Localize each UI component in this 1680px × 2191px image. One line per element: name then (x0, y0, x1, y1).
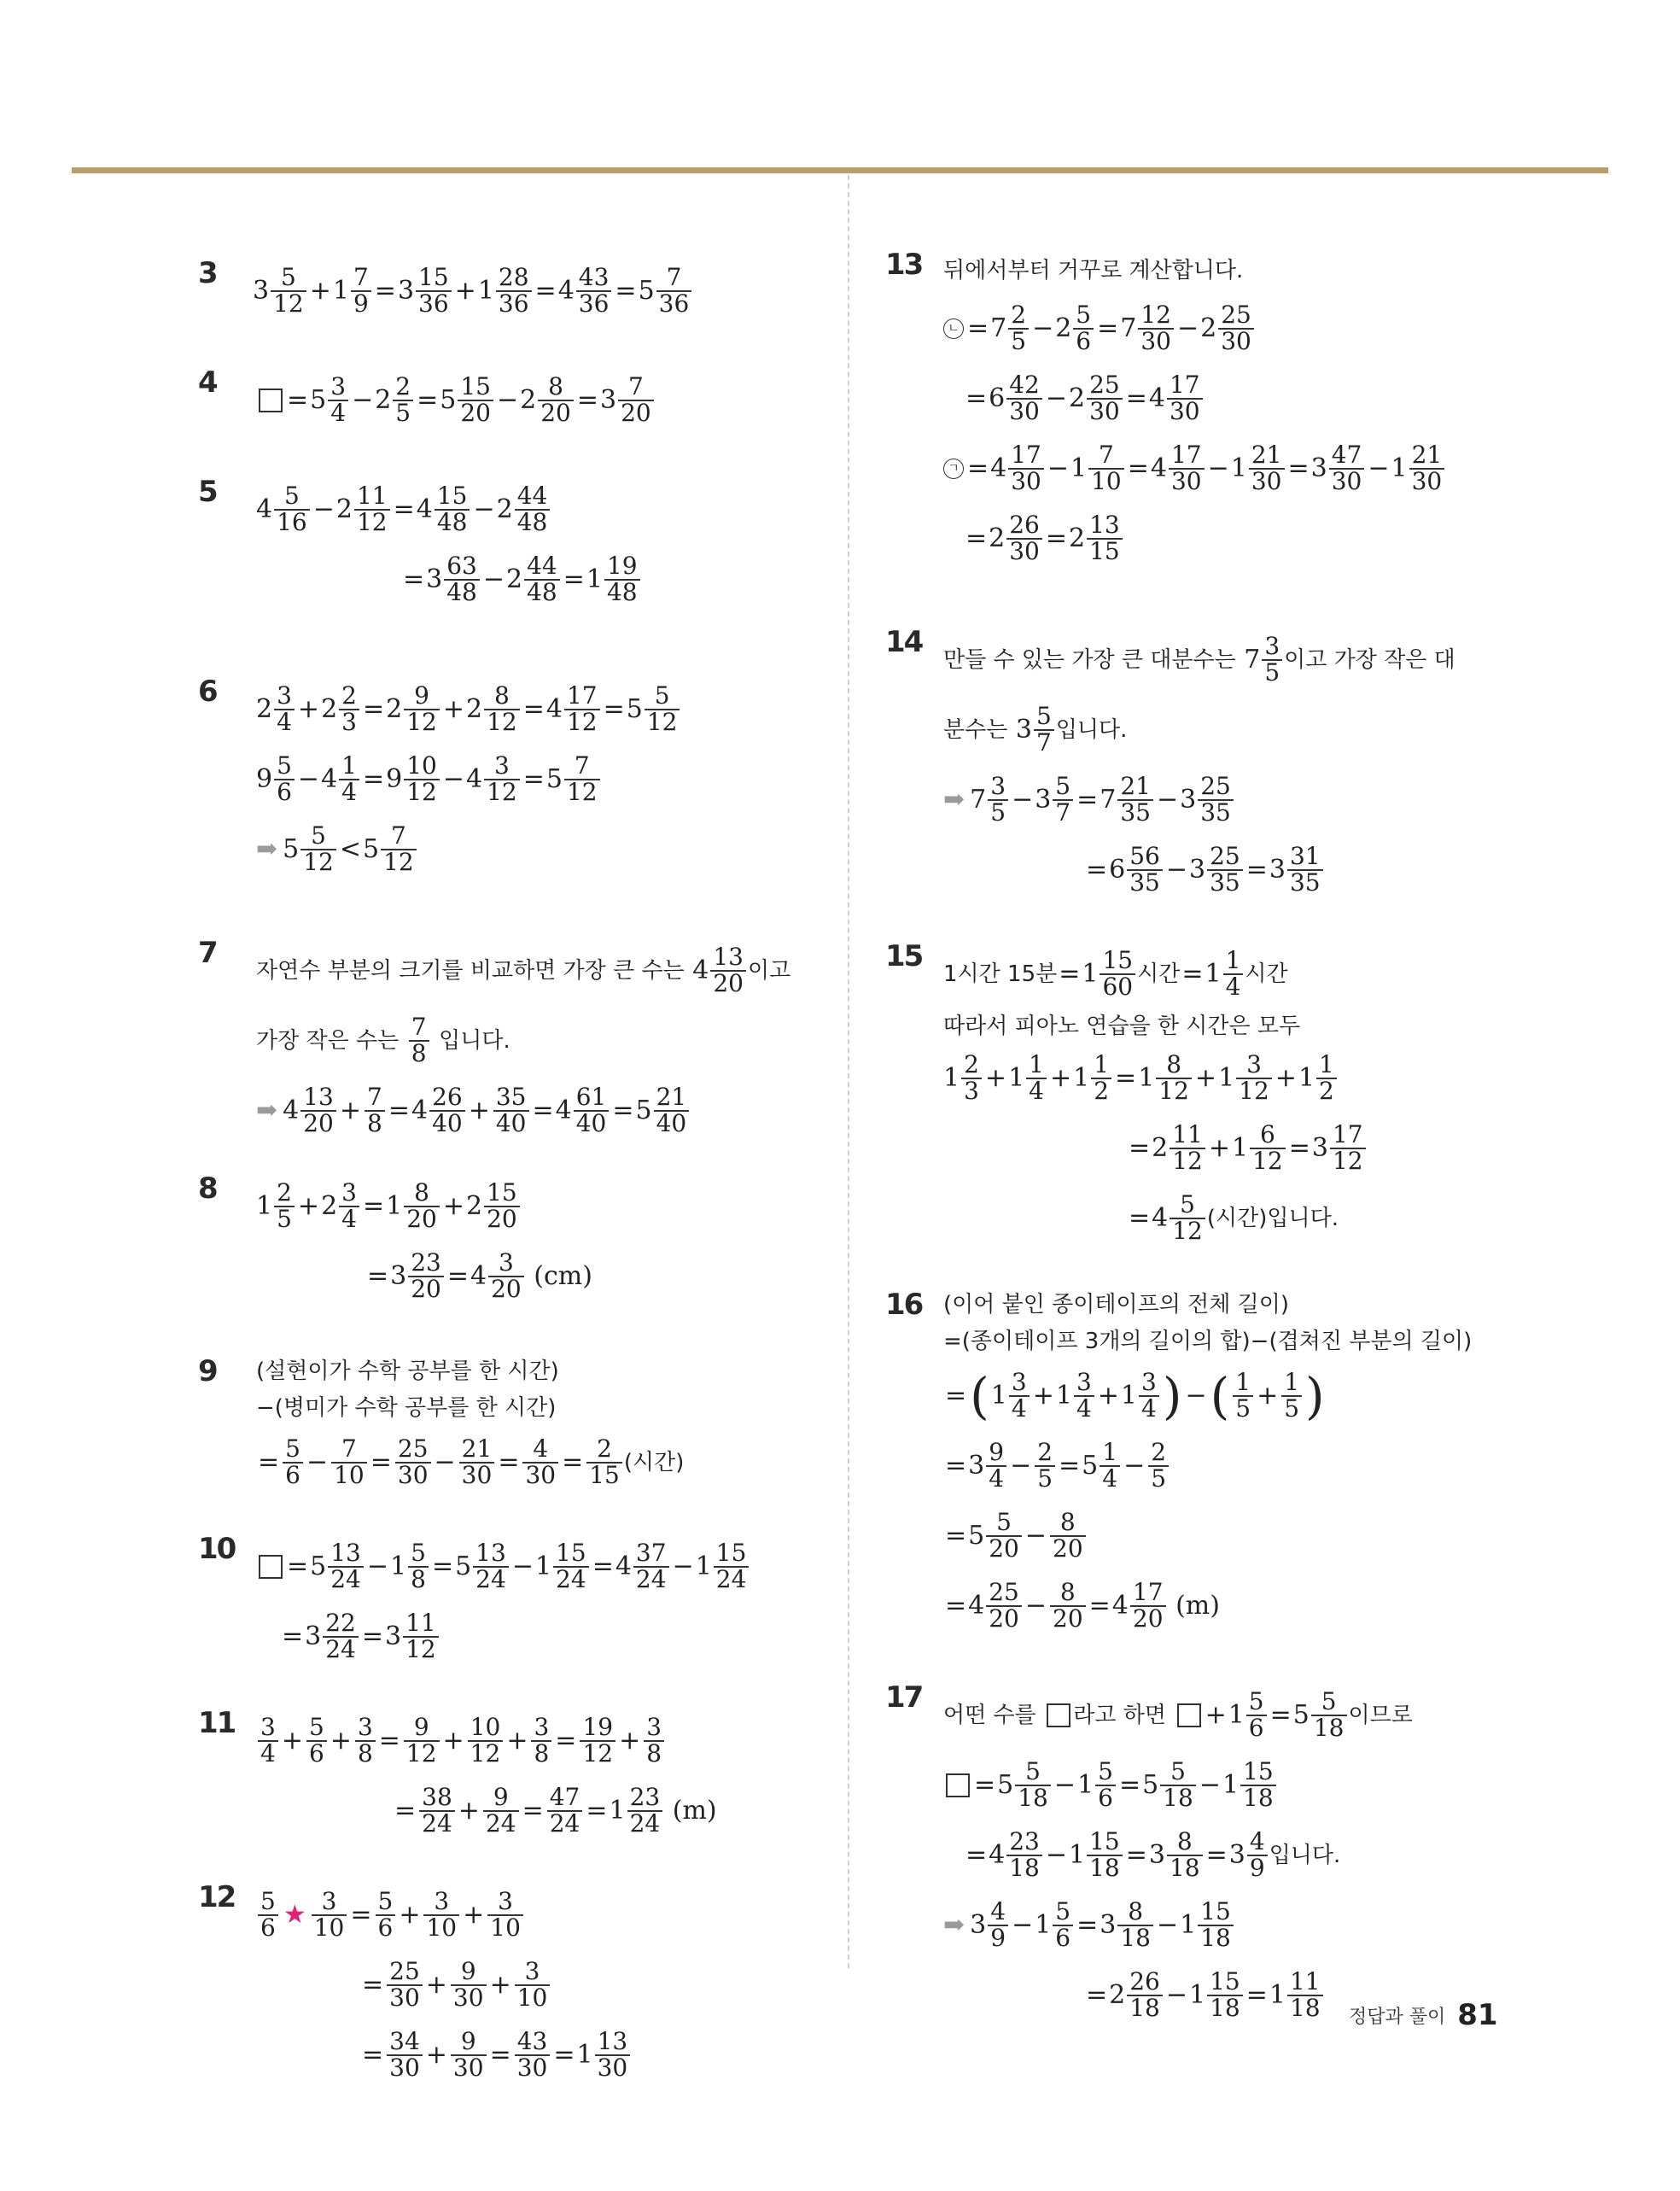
problem-13: 13 뒤에서부터 거꾸로 계산합니다. ㄴ = 7 $\frac{2}{5}$ − 2 $\frac{5}{6}$ = 7 $\frac{12}{30}$ − 2 $\frac{25}{30}$ = 6 $\frac{42}{30}$ − 2 $\frac{25}{30}$ = 4 $\frac{17}{30}$ ㄱ = 4 $\frac{17}{30}$ − 1 $\frac{7}{10}$ = 4 $\frac{17}{30}$ − 1 $\frac{21}{30}$ = 3 $\frac{47}{30}$ − 1 $\frac{21}{30}$ = 2 $\frac{26}{30}$ = 2 $\frac{13}{15}$ (892, 248, 1541, 574)
problem-number: 14 (885, 625, 923, 659)
page-footer (1349, 1998, 1498, 2032)
problem-12: 12 5 6 ★ $\frac{3}{10}$ = $\frac{5}{6}$ + $\frac{3}{10}$ + $\frac{3}{10}$ = $\frac{25}{30}$ + $\frac{9}{30}$ + $\frac{3}{10}$ = $\frac{34}{30}$ + $\frac{9}{30}$ = $\frac{43}{30}$ = 1 $\frac{13}{30}$ (205, 1880, 820, 2090)
left-column (198, 256, 820, 2090)
problem-11: 11 3 4 + $\frac{5}{6}$ + $\frac{3}{8}$ = $\frac{9}{12}$ + $\frac{10}{12}$ + $\frac{3}{8}$ = $\frac{19}{12}$ + $\frac{3}{8}$ = $\frac{38}{24}$ + $\frac{9}{24}$ = $\frac{47}{24}$ = 1 $\frac{23}{24}$ (m) (198, 1706, 717, 1838)
problem-number: 6 (198, 675, 217, 709)
problem-number: 9 (198, 1354, 217, 1388)
page-number: 81 (1457, 1998, 1498, 2032)
problem-number: 4 (198, 365, 217, 400)
problem-number: 3 (198, 256, 217, 290)
problem-number: 15 (885, 939, 923, 973)
problem-number: 11 (198, 1706, 236, 1740)
footer-label: 정답과 풀이 (1349, 2006, 1446, 2028)
star-icon: ★ (283, 1900, 306, 1930)
blank-box (946, 1773, 970, 1797)
problem-number: 16 (885, 1288, 923, 1322)
right-column (885, 248, 1541, 2030)
blank-box (1047, 1703, 1070, 1727)
problem-number: 13 (885, 248, 923, 282)
arrow-icon: ➡ (943, 785, 965, 815)
arrow-icon: ➡ (256, 1096, 278, 1125)
top-rule (72, 167, 1608, 173)
problem-6: 6 2 3 4 + 2 $\frac{2}{3}$ = 2 $\frac{9}{12}$ + 2 $\frac{8}{12}$ = 4 $\frac{17}{12}$ = 5 $\frac{5}{12}$ 9 5 6 − 4 $\frac{1}{4}$ = 9 $\frac{10}{12}$ − 4 $\frac{3}{12}$ = 5 $\frac{7}{12}$ ➡ 5 5 12 < 5 7 12 (205, 675, 820, 885)
problem-number: 12 (198, 1880, 236, 1914)
problem-7: 7 자연수 부분의 크기를 비교하면 가장 큰 수는 4 13 20 이고 가장 작은 수는 7 8 입니다. ➡ 4 13 20 + $\frac{7}{8}$ = 4 $\frac{26}{40}$ + $\frac{35}{40}$ = 4 $\frac{61}{40}$ = 5 $\frac{21}{40}$ (198, 936, 791, 1137)
blank-box (1177, 1703, 1201, 1727)
problem-16: 16 (이어 붙인 종이테이프의 전체 길이) =(종이테이프 3개의 길이의 합)−(겹쳐진 부분의 길이) = ( 1 3 4 + 1 $\frac{3}{4}$ + 1 $\frac{3}{4}$ ) − ( 1 5 + $\frac{1}{5}$ ) = 3 $\frac{9}{4}$ − $\frac{2}{5}$ = 5 $\frac{1}{4}$ − $\frac{2}{5}$ = 5 $\frac{5}{20}$ − $\frac{8}{20}$ = 4 $\frac{25}{20}$ − $\frac{8}{20}$ = 4 $\frac{17}{20}$ (m) (885, 1288, 1473, 1633)
column-divider (848, 175, 849, 1968)
problem-3: 3 3 5 12 + 1 $\frac{7}{9}$ = 3 $\frac{15}{36}$ + 1 $\frac{28}{36}$ = 4 $\frac{43}{36}$ = 5 $\frac{7}{36}$ (205, 256, 820, 326)
problem-17: 17 어떤 수를 라고 하면 + 1 $\frac{5}{6}$ = 5 $\frac{5}{18}$ 이므로 = 5 $\frac{5}{18}$ − 1 $\frac{5}{6}$ = 5 $\frac{5}{18}$ − 1 $\frac{15}{18}$ = 4 $\frac{23}{18}$ − 1 $\frac{15}{18}$ = 3 $\frac{8}{18}$ = 3 $\frac{4}{9}$ 입니다. ➡ 3 4 9 − 1 $\frac{5}{6}$ = 3 $\frac{8}{18}$ − 1 $\frac{15}{18}$ = 2 $\frac{26}{18}$ − 1 $\frac{15}{18}$ = 1 $\frac{11}{18}$ (885, 1680, 1413, 2022)
problem-number: 5 (198, 475, 217, 509)
problem-number: 10 (198, 1532, 236, 1566)
blank-box (259, 389, 283, 412)
arrow-icon: ➡ (256, 834, 278, 864)
blank-box (259, 1555, 283, 1579)
problem-10: 10 = 5 $\frac{13}{24}$ − 1 $\frac{5}{8}$ = 5 $\frac{13}{24}$ − 1 $\frac{15}{24}$ = 4 $\frac{37}{24}$ − 1 $\frac{15}{24}$ = 3 $\frac{22}{24}$ = 3 $\frac{11}{12}$ (205, 1532, 820, 1672)
problem-15: 15 1시간 15분 = 1 $\frac{15}{60}$ 시간 = 1 $\frac{1}{4}$ 시간 따라서 피아노 연습을 한 시간은 모두 1 2 3 + 1 $\frac{1}{4}$ + 1 $\frac{1}{2}$ = 1 $\frac{8}{12}$ + 1 $\frac{3}{12}$ + 1 $\frac{1}{2}$ = 2 $\frac{11}{12}$ + 1 $\frac{6}{12}$ = 3 $\frac{17}{12}$ = 4 $\frac{5}{12}$ (시간)입니다. (892, 939, 1541, 1253)
problem-number: 7 (198, 936, 217, 970)
problem-4: 4 = 5 $\frac{3}{4}$ − 2 $\frac{2}{5}$ = 5 $\frac{15}{20}$ − 2 $\frac{8}{20}$ = 3 $\frac{7}{20}$ (205, 365, 820, 435)
problem-8: 8 1 2 5 + 2 $\frac{3}{4}$ = 1 $\frac{8}{20}$ + 2 $\frac{15}{20}$ = 3 $\frac{23}{20}$ = 4 $\frac{3}{20}$ (cm) (198, 1171, 592, 1303)
problem-number: 17 (885, 1680, 923, 1715)
problem-9: 9 (설현이가 수학 공부를 한 시간) −(병미가 수학 공부를 한 시간) = $\frac{5}{6}$ − $\frac{7}{10}$ = $\frac{25}{30}$ − $\frac{21}{30}$ = $\frac{4}{30}$ = $\frac{2}{15}$ (시간) (198, 1354, 685, 1489)
problem-number: 8 (198, 1171, 217, 1206)
arrow-icon: ➡ (943, 1910, 965, 1940)
circled-letter: ㄴ (943, 318, 964, 339)
problem-14: 14 만들 수 있는 가장 큰 대분수는 7 3 5 이고 가장 작은 대 분수는 3 5 7 입니다. ➡ 7 3 5 − 3 $\frac{5}{7}$ = 7 $\frac{21}{35}$ − 3 $\frac{25}{35}$ = 6 $\frac{56}{35}$ − 3 $\frac{25}{35}$ = 3 $\frac{31}{35}$ (885, 625, 1455, 897)
problem-5: 5 4 5 16 − 2 $\frac{11}{12}$ = 4 $\frac{15}{48}$ − 2 $\frac{44}{48}$ = 3 $\frac{63}{48}$ − 2 $\frac{44}{48}$ = 1 $\frac{19}{48}$ (205, 475, 820, 615)
circled-letter: ㄱ (943, 459, 964, 479)
